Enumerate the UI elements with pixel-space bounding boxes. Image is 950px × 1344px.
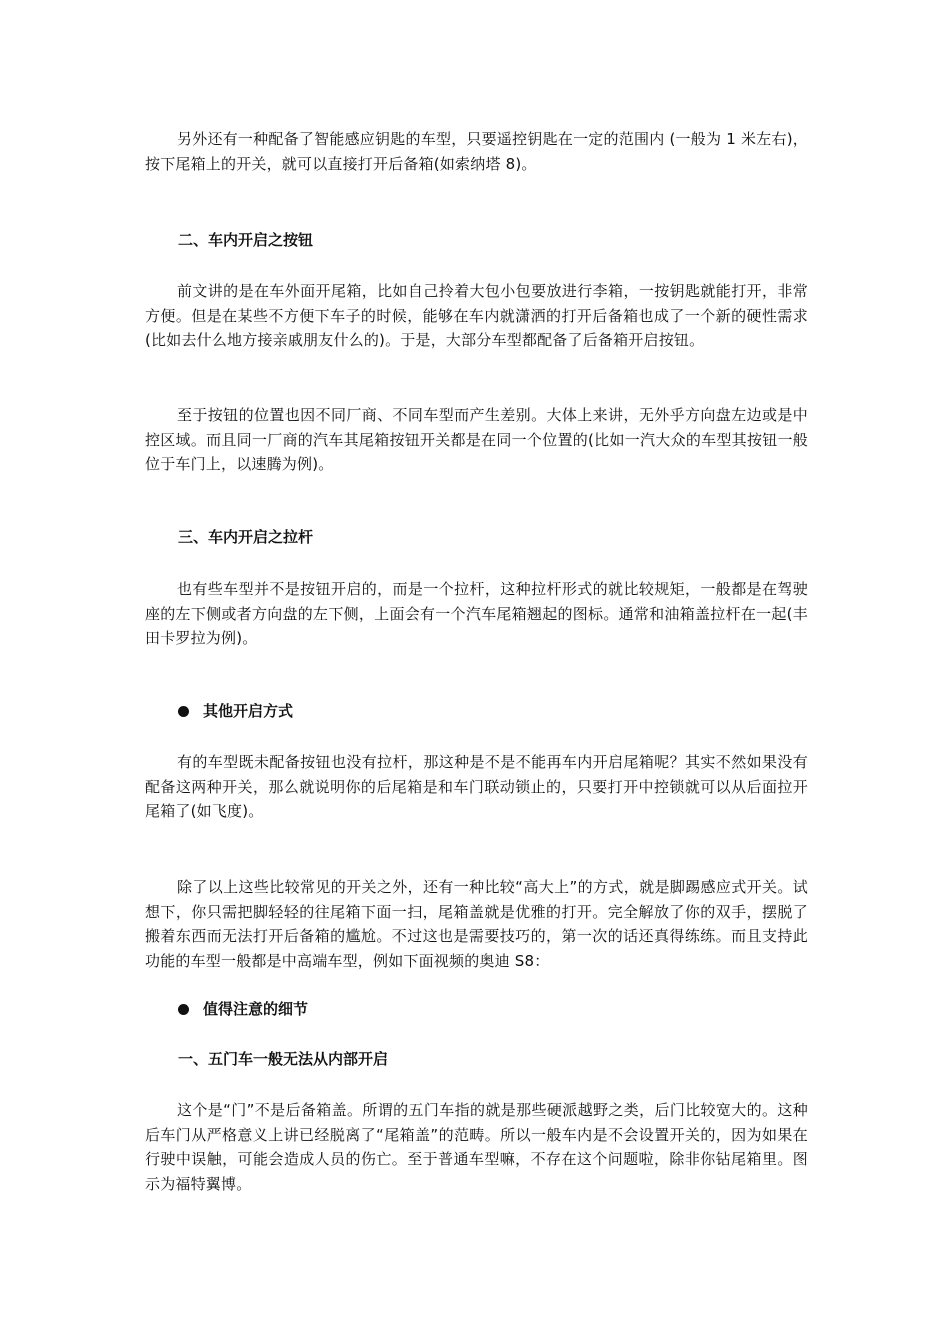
heading-other-methods [178, 700, 293, 722]
heading-five-door: 一、五门车一般无法从内部开启 [178, 1050, 389, 1068]
paragraph-kick-sensor: 除了以上这些比较常见的开关之外，还有一种比较“高大上”的方式，就是脚踢感应式开关。试想下，你只需把脚轻轻的往尾箱下面一扫，尾箱盖就是优雅的打开。完全解放了你的双手，摆脱了搬着东西而无法打开后备箱的尴尬。不过这也是需要技巧的，第一次的话还真得练练。而且支持此功能的车型一般都是中高端车型，例如下面视频的奥迪 S8： [145, 878, 808, 970]
heading-interior-lever: 三、车内开启之拉杆 [178, 528, 314, 546]
bullet-icon [178, 706, 189, 717]
paragraph-button-location: 至于按钮的位置也因不同厂商、不同车型而产生差别。大体上来讲，无外乎方向盘左边或是中控区域。而且同一厂商的汽车其尾箱按钮开关都是在同一个位置的(比如一汽大众的车型其按钮一般位于车门上，以速腾为例)。 [145, 406, 808, 473]
paragraph-interior-lever: 也有些车型并不是按钮开启的，而是一个拉杆，这种拉杆形式的就比较规矩，一般都是在驾驶座的左下侧或者方向盘的左下侧，上面会有一个汽车尾箱翘起的图标。通常和油箱盖拉杆在一起(丰田卡罗拉为例)。 [145, 580, 808, 647]
heading-interior-button: 二、车内开启之按钮 [178, 231, 314, 249]
paragraph-five-door: 这个是“门”不是后备箱盖。所谓的五门车指的就是那些硬派越野之类，后门比较宽大的。这种后车门从严格意义上讲已经脱离了“尾箱盖”的范畴。所以一般车内是不会设置开关的，因为如果在行驶中误触，可能会造成人员的伤亡。至于普通车型嘛，不存在这个问题啦，除非你钻尾箱里。图示为福特翼博。 [145, 1101, 808, 1193]
heading-notable-details [178, 998, 308, 1020]
heading-other-methods-label: 其他开启方式 [203, 702, 294, 720]
paragraph-no-button-or-lever: 有的车型既未配备按钮也没有拉杆，那这种是不是不能再车内开启尾箱呢？其实不然如果没有配备这两种开关，那么就说明你的后尾箱是和车门联动锁止的，只要打开中控锁就可以从后面拉开尾箱了(如飞度)。 [145, 753, 808, 820]
paragraph-smart-key: 另外还有一种配备了智能感应钥匙的车型，只要遥控钥匙在一定的范围内 (一般为 1 米左右)，按下尾箱上的开关，就可以直接打开后备箱(如索纳塔 8)。 [145, 130, 808, 173]
paragraph-interior-button-intro: 前文讲的是在车外面开尾箱，比如自己拎着大包小包要放进行李箱，一按钥匙就能打开，非常方便。但是在某些不方便下车子的时候，能够在车内就潇洒的打开后备箱也成了一个新的硬性需求(比如去什么地方接亲戚朋友什么的)。于是，大部分车型都配备了后备箱开启按钮。 [145, 282, 808, 349]
heading-notable-details-label: 值得注意的细节 [203, 1000, 309, 1018]
bullet-icon [178, 1004, 189, 1015]
